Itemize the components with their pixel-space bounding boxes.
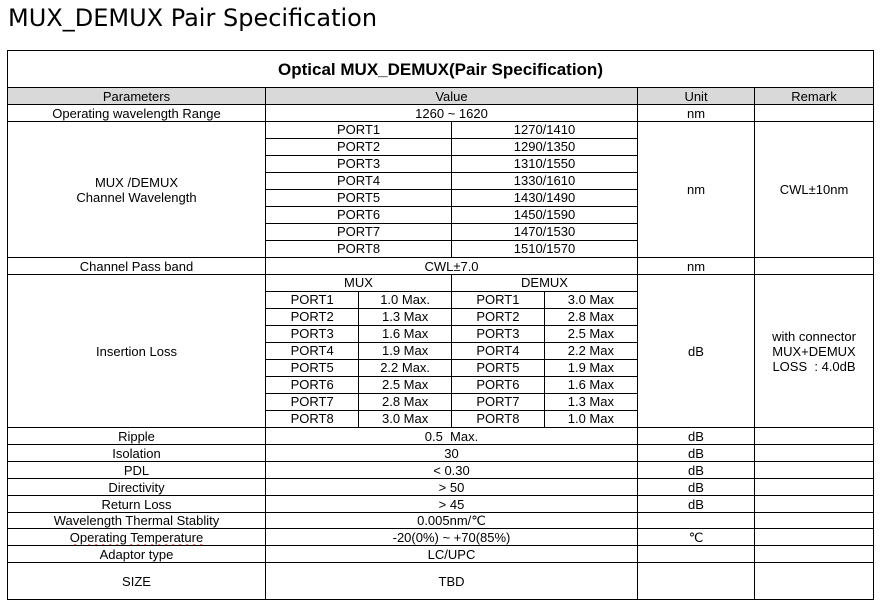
mux-loss: 2.5 Max <box>359 377 452 394</box>
spell-flagged-text: Operating Temperature <box>69 529 204 545</box>
mux-loss: 2.2 Max. <box>359 360 452 377</box>
row-isolation <box>8 445 874 462</box>
spec-table <box>7 50 874 600</box>
table-row <box>266 309 637 326</box>
param-label: Adaptor type <box>8 546 266 563</box>
param-label <box>8 529 266 546</box>
table-row <box>266 207 637 224</box>
demux-port: PORT1 <box>452 292 545 309</box>
param-label <box>8 513 266 529</box>
param-remark <box>755 445 874 462</box>
port-wavelength: 1270/1410 <box>452 122 638 139</box>
port-wavelength: 1510/1570 <box>452 241 638 258</box>
demux-port: PORT4 <box>452 343 545 360</box>
mux-port: PORT6 <box>266 377 359 394</box>
param-unit: nm <box>638 105 755 122</box>
param-label: Channel Pass band <box>8 258 266 275</box>
param-unit <box>638 546 755 563</box>
insertion-loss-remark <box>755 275 874 428</box>
param-value: < 0.30 <box>266 462 638 479</box>
param-value: LC/UPC <box>266 546 638 563</box>
spell-flagged-text: Wavelength Thermal Stablity <box>53 513 220 528</box>
param-remark: CWL±10nm <box>755 122 874 258</box>
param-value: > 50 <box>266 479 638 496</box>
demux-loss: 1.3 Max <box>544 394 637 411</box>
param-remark <box>755 479 874 496</box>
param-unit <box>638 563 755 600</box>
port-name: PORT5 <box>266 190 452 207</box>
param-unit: nm <box>638 258 755 275</box>
param-unit: dB <box>638 462 755 479</box>
param-value: TBD <box>266 563 638 600</box>
page-title: MUX_DEMUX Pair Specification <box>8 4 378 32</box>
param-unit: dB <box>638 479 755 496</box>
mux-port: PORT5 <box>266 360 359 377</box>
demux-loss: 2.8 Max <box>544 309 637 326</box>
param-unit: dB <box>638 428 755 445</box>
param-value: 1260 ~ 1620 <box>266 105 638 122</box>
port-name: PORT7 <box>266 224 452 241</box>
port-name: PORT6 <box>266 207 452 224</box>
param-remark <box>755 462 874 479</box>
table-row <box>266 394 637 411</box>
demux-port: PORT7 <box>452 394 545 411</box>
demux-port: PORT2 <box>452 309 545 326</box>
param-remark <box>755 428 874 445</box>
header-value: Value <box>266 88 638 105</box>
mux-port: PORT4 <box>266 343 359 360</box>
param-remark <box>755 258 874 275</box>
remark-line: MUX+DEMUX <box>772 343 856 359</box>
label-line: Channel Wavelength <box>76 189 197 205</box>
param-value: -20(0%) ~ +70(85%) <box>266 529 638 546</box>
row-ripple <box>8 428 874 445</box>
table-row <box>266 411 637 428</box>
channel-wavelength-label <box>8 122 266 258</box>
param-unit: ℃ <box>638 529 755 546</box>
param-unit: dB <box>638 275 755 428</box>
demux-port: PORT5 <box>452 360 545 377</box>
mux-loss: 1.9 Max <box>359 343 452 360</box>
insertion-loss-table <box>266 275 637 427</box>
mux-loss: 1.6 Max <box>359 326 452 343</box>
param-label: SIZE <box>8 563 266 600</box>
mux-loss: 1.0 Max. <box>359 292 452 309</box>
row-channel-pass-band <box>8 258 874 275</box>
param-unit: nm <box>638 122 755 258</box>
port-name: PORT2 <box>266 139 452 156</box>
param-remark <box>755 546 874 563</box>
table-row <box>266 326 637 343</box>
param-label: Ripple <box>8 428 266 445</box>
mux-port: PORT3 <box>266 326 359 343</box>
table-title: Optical MUX_DEMUX(Pair Specification) <box>8 51 874 88</box>
demux-loss: 2.2 Max <box>544 343 637 360</box>
insertion-loss-values <box>266 275 638 428</box>
table-row <box>266 224 637 241</box>
param-unit: dB <box>638 496 755 513</box>
channel-wavelength-values <box>266 122 638 258</box>
table-row <box>266 360 637 377</box>
mux-loss: 2.8 Max <box>359 394 452 411</box>
table-row <box>266 343 637 360</box>
param-unit: dB <box>638 445 755 462</box>
demux-port: PORT3 <box>452 326 545 343</box>
row-size <box>8 563 874 600</box>
param-value: > 45 <box>266 496 638 513</box>
table-row <box>266 241 637 258</box>
param-remark <box>755 513 874 529</box>
row-operating-temperature <box>8 529 874 546</box>
row-insertion-loss <box>8 275 874 428</box>
table-row <box>266 156 637 173</box>
param-label: Isolation <box>8 445 266 462</box>
port-wavelength: 1450/1590 <box>452 207 638 224</box>
port-wavelength: 1310/1550 <box>452 156 638 173</box>
demux-loss: 3.0 Max <box>544 292 637 309</box>
mux-port: PORT8 <box>290 411 334 426</box>
demux-loss: 1.0 Max <box>544 411 637 428</box>
param-value: 30 <box>266 445 638 462</box>
mux-header: MUX <box>266 275 452 292</box>
param-label: Operating wavelength Range <box>8 105 266 122</box>
table-row <box>266 173 637 190</box>
header-parameters: Parameters <box>8 88 266 105</box>
param-label: Directivity <box>8 479 266 496</box>
label-line: MUX /DEMUX <box>94 174 179 190</box>
mux-port: PORT7 <box>266 394 359 411</box>
table-row <box>266 139 637 156</box>
remark-line: with connector <box>772 328 856 344</box>
row-operating-wavelength <box>8 105 874 122</box>
param-remark <box>755 496 874 513</box>
param-value: CWL±7.0 <box>266 258 638 275</box>
param-label: PDL <box>8 462 266 479</box>
param-remark <box>755 563 874 600</box>
mux-loss: 3.0 Max <box>359 411 452 428</box>
port-name: PORT8 <box>336 241 381 256</box>
demux-loss: 1.6 Max <box>544 377 637 394</box>
table-row <box>266 122 637 139</box>
param-remark <box>755 105 874 122</box>
param-value: 0.005nm/℃ <box>266 513 638 529</box>
row-adaptor-type <box>8 546 874 563</box>
row-return-loss <box>8 496 874 513</box>
demux-port: PORT8 <box>452 411 545 428</box>
port-name: PORT1 <box>266 122 452 139</box>
channel-port-table <box>266 122 637 257</box>
demux-loss: 2.5 Max <box>544 326 637 343</box>
param-unit <box>638 513 755 529</box>
header-row <box>8 88 874 105</box>
remark-line: LOSS : 4.0dB <box>772 358 856 374</box>
port-wavelength: 1470/1530 <box>452 224 638 241</box>
demux-loss: 1.9 Max <box>544 360 637 377</box>
table-row <box>266 377 637 394</box>
table-row <box>266 275 637 292</box>
port-name: PORT3 <box>266 156 452 173</box>
header-remark: Remark <box>755 88 874 105</box>
port-name: PORT4 <box>266 173 452 190</box>
table-row <box>266 292 637 309</box>
port-wavelength: 1330/1610 <box>452 173 638 190</box>
table-row <box>266 190 637 207</box>
port-wavelength: 1430/1490 <box>452 190 638 207</box>
row-thermal-stability <box>8 513 874 529</box>
port-wavelength: 1290/1350 <box>452 139 638 156</box>
param-remark <box>755 529 874 546</box>
header-unit: Unit <box>638 88 755 105</box>
insertion-loss-label: Insertion Loss <box>8 275 266 428</box>
demux-port: PORT6 <box>452 377 545 394</box>
mux-loss: 1.3 Max <box>359 309 452 326</box>
param-label: Return Loss <box>8 496 266 513</box>
demux-header: DEMUX <box>452 275 638 292</box>
row-channel-wavelength <box>8 122 874 258</box>
row-pdl <box>8 462 874 479</box>
row-directivity <box>8 479 874 496</box>
mux-port: PORT2 <box>266 309 359 326</box>
param-value: 0.5 Max. <box>266 428 638 445</box>
mux-port: PORT1 <box>266 292 359 309</box>
